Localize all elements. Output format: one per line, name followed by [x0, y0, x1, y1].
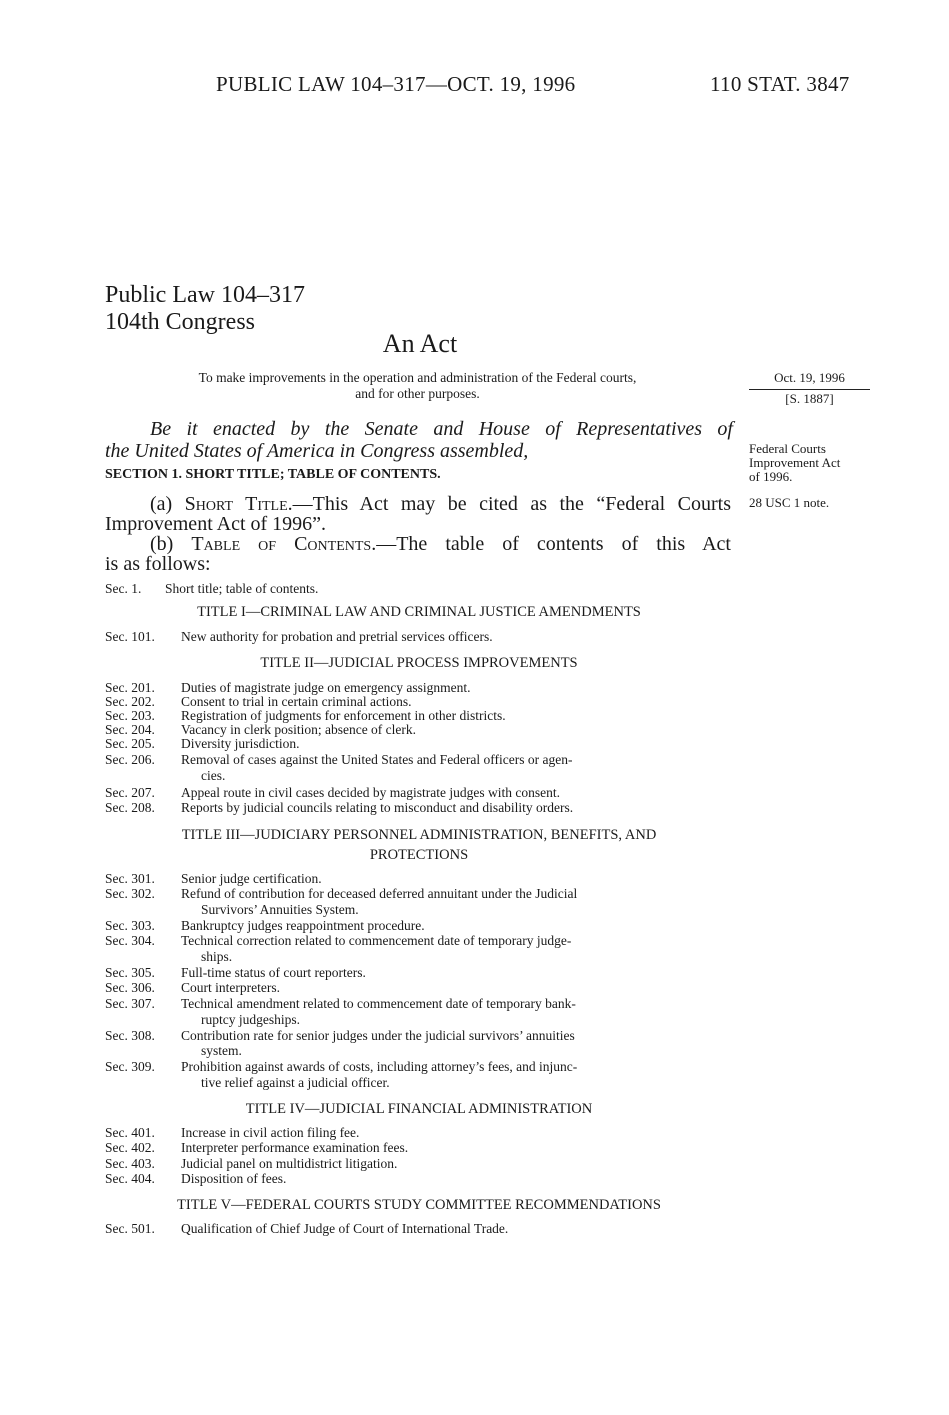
toc-sec-number: Sec. 207. — [105, 785, 155, 800]
toc-sec-number: Sec. 403. — [105, 1156, 155, 1171]
toc-sec-number: Sec. 404. — [105, 1171, 155, 1186]
toc-sec-title-cont: ruptcy judgeships. — [201, 1012, 300, 1027]
paragraph-a — [105, 494, 731, 534]
act-purpose — [105, 370, 730, 402]
toc-sec-number: Sec. 501. — [105, 1221, 155, 1236]
margin-short-title — [749, 442, 840, 484]
enacting-line: the United States of America in Congress assembled, — [105, 440, 529, 462]
toc-sec-title-cont: Survivors’ Annuities System. — [201, 902, 359, 917]
toc-sec-title: Removal of cases against the United States and Federal officers or agen- — [181, 752, 573, 767]
toc-sec-title: Contribution rate for senior judges under the judicial survivors’ annuities — [181, 1028, 575, 1043]
toc-sec-title-cont: tive relief against a judicial officer. — [201, 1075, 390, 1090]
para-b-label: (b) — [150, 533, 192, 555]
toc-sec-title: New authority for probation and pretrial services officers. — [181, 629, 493, 644]
toc-sec-number: Sec. 202. — [105, 694, 155, 709]
purpose-line: and for other purposes. — [355, 386, 480, 401]
toc-sec-number: Sec. 401. — [105, 1125, 155, 1140]
para-a-text: .—This Act may be cited as the “Federal Courts — [287, 493, 731, 515]
toc-sec-title: Judicial panel on multidistrict litigation. — [181, 1156, 398, 1171]
purpose-line: To make improvements in the operation and administration of the Federal courts, — [198, 370, 637, 385]
toc-sec-title: Duties of magistrate judge on emergency assignment. — [181, 680, 471, 695]
toc-sec-number: Sec. 301. — [105, 871, 155, 886]
toc-sec-number: Sec. 305. — [105, 965, 155, 980]
running-header-page: 110 STAT. 3847 — [710, 72, 850, 96]
toc-sec-title: Consent to trial in certain criminal actions. — [181, 694, 412, 709]
toc-sec-title: Technical amendment related to commencement date of temporary bank- — [181, 996, 576, 1011]
toc-sec-number: Sec. 201. — [105, 680, 155, 695]
congress-number: 104th Congress — [105, 309, 255, 335]
toc-title-heading: TITLE III—JUDICIARY PERSONNEL ADMINISTRATION, BENEFITS, AND — [181, 827, 657, 843]
toc-sec-title: Increase in civil action filing fee. — [181, 1125, 360, 1140]
margin-rule — [749, 389, 870, 390]
para-b-caption: Table of Contents — [191, 533, 372, 555]
enacting-line: Be it enacted by the Senate and House of Representatives of — [150, 418, 733, 440]
act-heading: An Act — [382, 329, 458, 358]
toc-sec-title-cont: ships. — [201, 949, 233, 964]
section-1-heading: SECTION 1. SHORT TITLE; TABLE OF CONTENTS. — [105, 467, 441, 482]
toc-sec-title: Refund of contribution for deceased deferred annuitant under the Judicial — [181, 886, 578, 901]
toc-title-heading: TITLE V—FEDERAL COURTS STUDY COMMITTEE RECOMMENDATIONS — [177, 1197, 661, 1213]
toc-sec-title: Registration of judgments for enforcement in other districts. — [181, 708, 506, 723]
toc-sec-title: Reports by judicial councils relating to misconduct and disability orders. — [181, 800, 574, 815]
toc-sec-title: Qualification of Chief Judge of Court of International Trade. — [181, 1221, 509, 1236]
toc-sec-title: Vacancy in clerk position; absence of clerk. — [181, 722, 417, 737]
paragraph-b — [105, 534, 731, 574]
toc-sec-number: Sec. 1. — [105, 581, 142, 596]
toc-sec-number: Sec. 302. — [105, 886, 155, 901]
toc-sec-title: Diversity jurisdiction. — [181, 736, 300, 751]
toc-sec-title: Interpreter performance examination fees. — [181, 1140, 409, 1155]
toc-sec-title: Bankruptcy judges reappointment procedure. — [181, 918, 425, 933]
toc-title-heading: TITLE II—JUDICIAL PROCESS IMPROVEMENTS — [260, 655, 578, 671]
toc-sec-number: Sec. 306. — [105, 980, 155, 995]
margin-short-title-line: of 1996. — [749, 469, 793, 484]
toc-sec-title: Short title; table of contents. — [165, 581, 319, 596]
margin-short-title-line: Federal Courts — [749, 441, 826, 456]
para-b-text: .—The table of contents of this Act — [371, 533, 731, 555]
toc-sec-number: Sec. 303. — [105, 918, 155, 933]
margin-date: Oct. 19, 1996 — [774, 370, 845, 385]
toc-title-heading-cont: PROTECTIONS — [369, 847, 469, 863]
para-b-line2: is as follows: — [105, 553, 211, 575]
toc-title-heading: TITLE IV—JUDICIAL FINANCIAL ADMINISTRATION — [245, 1101, 593, 1117]
toc-sec-title: Disposition of fees. — [181, 1171, 287, 1186]
para-a-line2: Improvement Act of 1996”. — [105, 513, 327, 535]
toc-sec-number: Sec. 307. — [105, 996, 155, 1011]
toc-sec-number: Sec. 304. — [105, 933, 155, 948]
toc-sec-number: Sec. 308. — [105, 1028, 155, 1043]
toc-sec-number: Sec. 206. — [105, 752, 155, 767]
margin-bill-number: [S. 1887] — [785, 391, 834, 406]
toc-sec-title-cont: system. — [201, 1043, 242, 1058]
toc-sec-number: Sec. 101. — [105, 629, 155, 644]
law-number: Public Law 104–317 — [105, 282, 305, 308]
enacting-clause — [105, 418, 733, 462]
toc-sec-title: Prohibition against awards of costs, including attorney’s fees, and injunc- — [181, 1059, 578, 1074]
toc-title-heading: TITLE I—CRIMINAL LAW AND CRIMINAL JUSTICE AMENDMENTS — [197, 604, 641, 620]
margin-usc-note: 28 USC 1 note. — [749, 495, 830, 510]
toc-sec-number: Sec. 402. — [105, 1140, 155, 1155]
para-a-label: (a) — [150, 493, 185, 515]
toc-sec-number: Sec. 309. — [105, 1059, 155, 1074]
toc-sec-title: Senior judge certification. — [181, 871, 322, 886]
toc-sec-number: Sec. 203. — [105, 708, 155, 723]
toc-sec-number: Sec. 204. — [105, 722, 155, 737]
toc-sec-number: Sec. 205. — [105, 736, 155, 751]
toc-sec-title: Technical correction related to commencement date of temporary judge- — [181, 933, 572, 948]
toc-sec-number: Sec. 208. — [105, 800, 155, 815]
toc-sec-title: Full-time status of court reporters. — [181, 965, 366, 980]
toc-sec-title: Court interpreters. — [181, 980, 280, 995]
running-header-citation: PUBLIC LAW 104–317—OCT. 19, 1996 — [216, 72, 576, 96]
toc-sec-title: Appeal route in civil cases decided by magistrate judges with consent. — [181, 785, 561, 800]
margin-short-title-line: Improvement Act — [749, 455, 841, 470]
para-a-caption: Short Title — [184, 493, 288, 515]
toc-sec-title-cont: cies. — [201, 768, 226, 783]
